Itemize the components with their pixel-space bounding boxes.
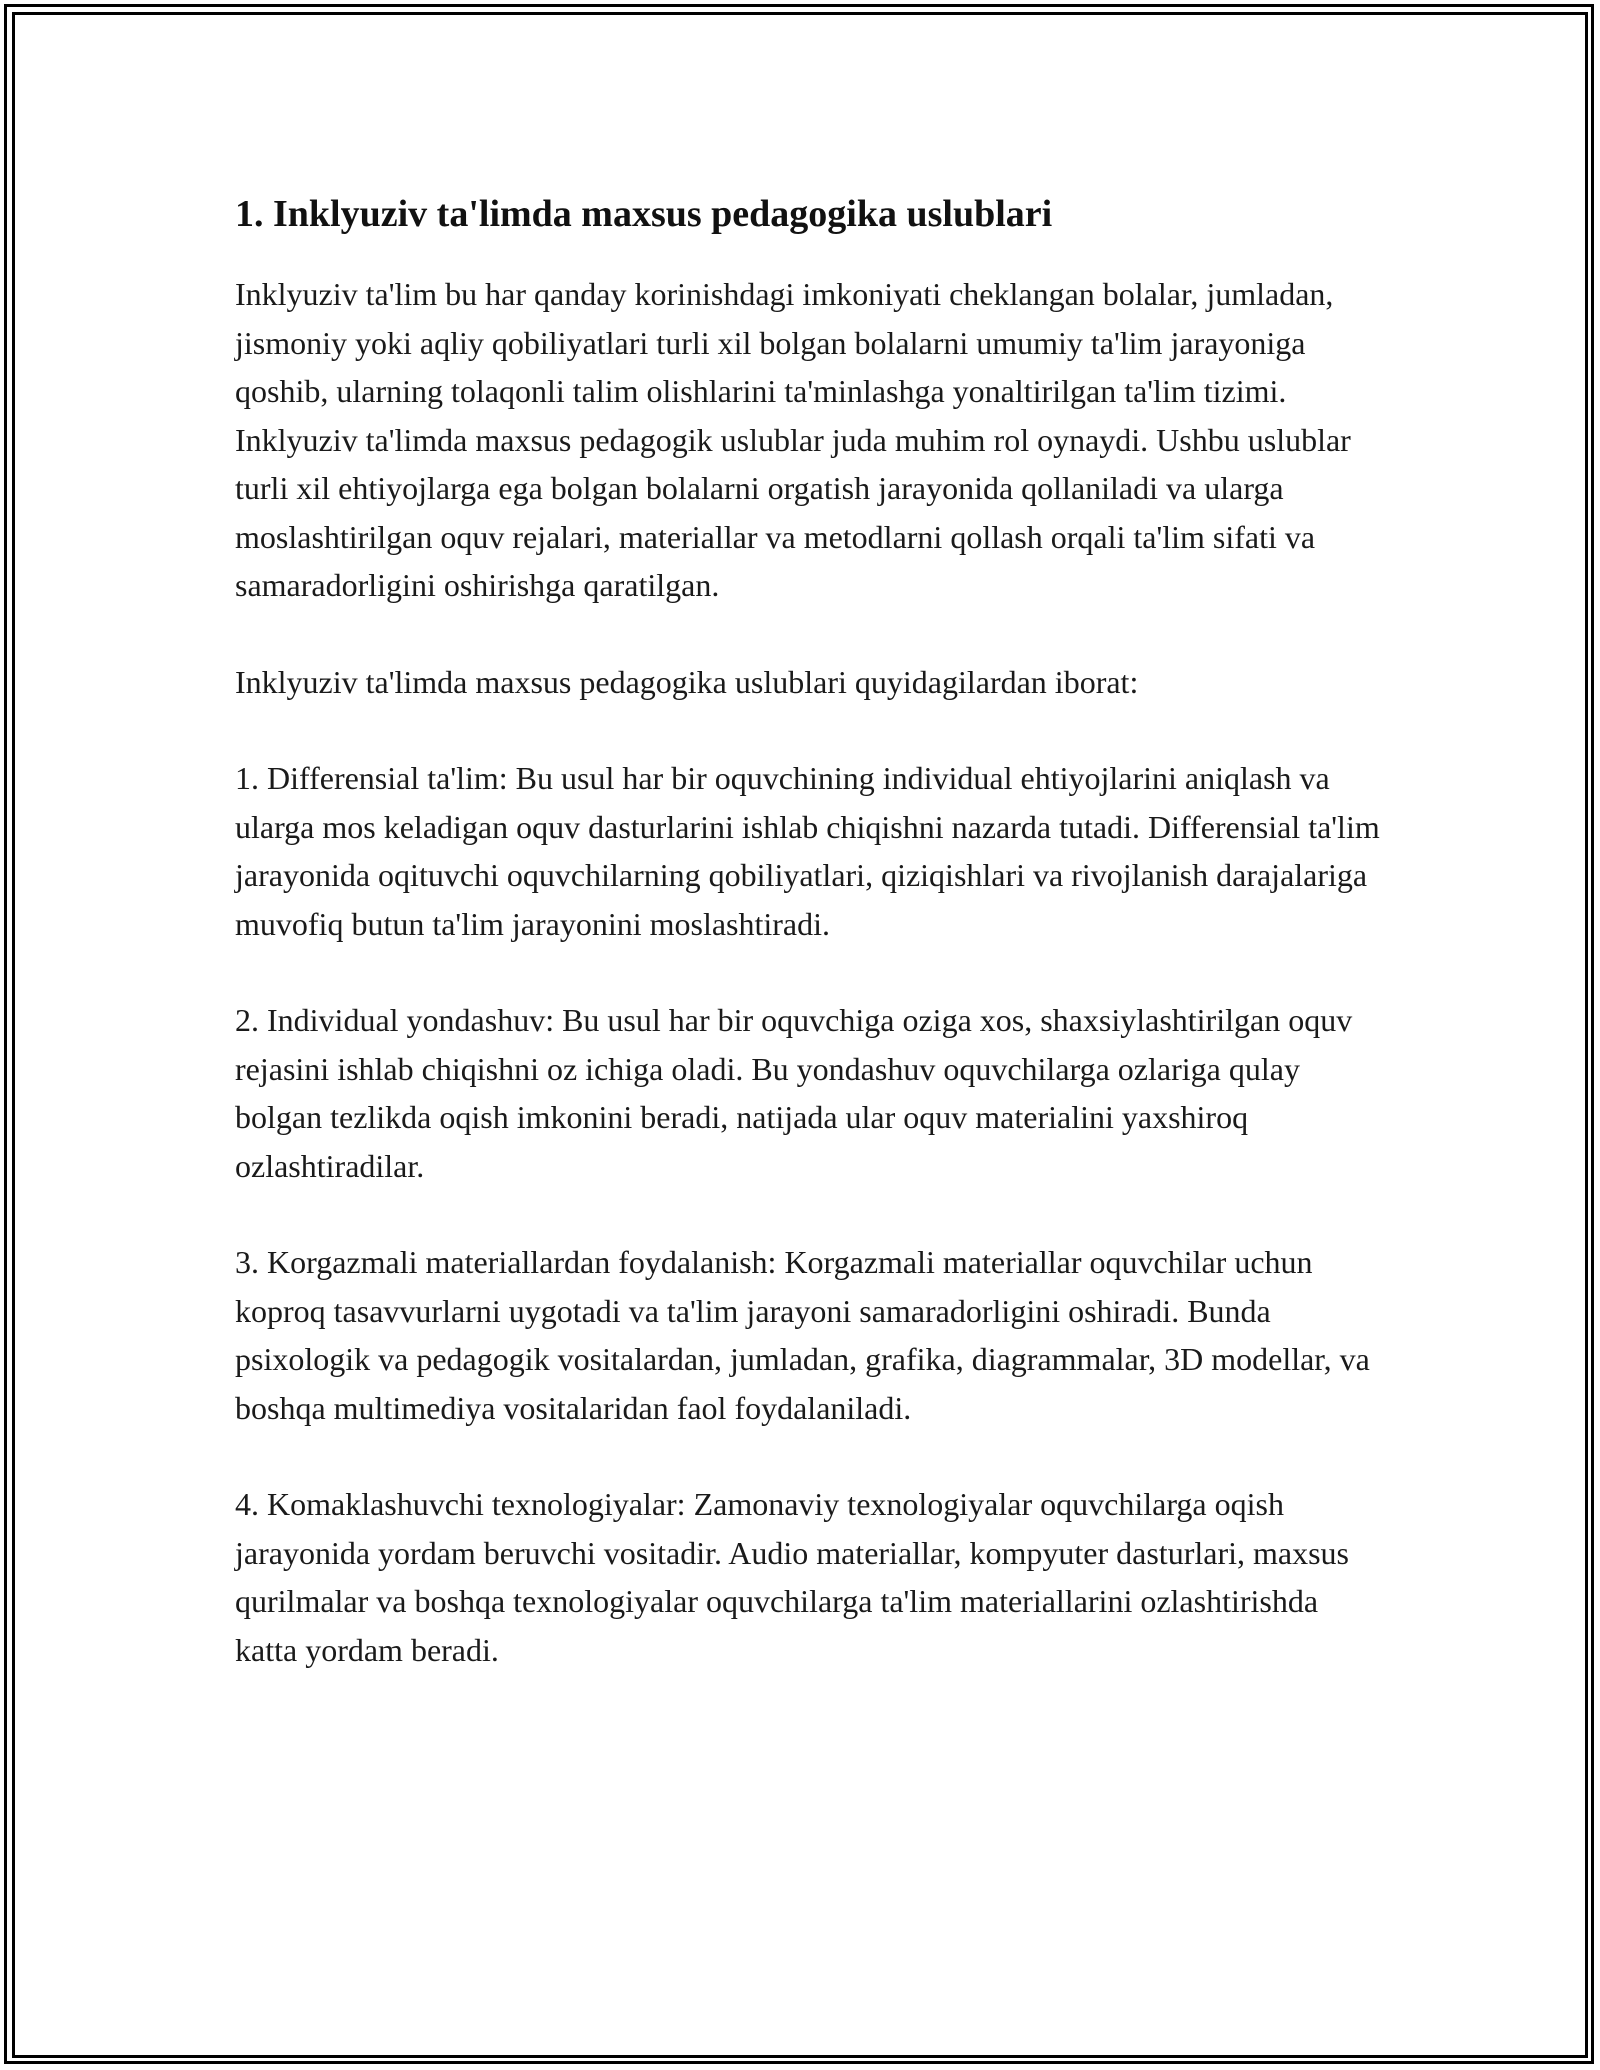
intro-paragraph: Inklyuziv ta'lim bu har qanday korinishdagi imkoniyati cheklangan bolalar, jumladan, jismoniy yoki aqliy qobiliyatlari turli xil bolgan bolalarni umumiy ta'lim jarayoniga qoshib, ularning tolaqonli talim olishlarini ta'minlashga yonaltirilgan ta'lim tizimi. Inklyuziv ta'limda maxsus pedagogik uslublar juda muhim rol oynaydi. Ushbu uslublar turli xil ehtiyojlarga ega bolgan bolalarni orgatish jarayonida qollaniladi va ularga moslashtirilgan oquv rejalari, materiallar va metodlarni qollash orqali ta'lim sifati va samaradorligini oshirishga qaratilgan. bbox=[235, 276, 1351, 603]
list-intro-paragraph: Inklyuziv ta'limda maxsus pedagogika uslublari quyidagilardan iborat: bbox=[235, 663, 1139, 700]
section-heading: 1. Inklyuziv ta'limda maxsus pedagogika uslublari bbox=[235, 193, 1053, 235]
document-body bbox=[235, 186, 1385, 1722]
method-texnologiyalar-paragraph: 4. Komaklashuvchi texnologiyalar: Zamonaviy texnologiyalar oquvchilarga oqish jarayonida yordam beruvchi vositadir. Audio materiallar, kompyuter dasturlari, maxsus qurilmalar va boshqa texnologiyalar oquvchilarga ta'lim materiallarini ozlashtirishda katta yordam beradi. bbox=[235, 1486, 1349, 1668]
method-korgazmali-paragraph: 3. Korgazmali materiallardan foydalanish: Korgazmali materiallar oquvchilar uchun koproq tasavvurlarni uygotadi va ta'lim jarayoni samaradorligini oshiradi. Bunda psixologik va pedagogik vositalardan, jumladan, grafika, diagrammalar, 3D modellar, va boshqa multimediya vositalaridan faol foydalaniladi. bbox=[235, 1244, 1370, 1426]
method-differensial-paragraph: 1. Differensial ta'lim: Bu usul har bir oquvchining individual ehtiyojlarini aniqlash va ularga mos keladigan oquv dasturlarini ishlab chiqishni nazarda tutadi. Differensial ta'lim jarayonida oqituvchi oquvchilarning qobiliyatlari, qiziqishlari va rivojlanish darajalariga muvofiq butun ta'lim jarayonini moslashtiradi. bbox=[235, 760, 1380, 942]
method-individual-paragraph: 2. Individual yondashuv: Bu usul har bir oquvchiga oziga xos, shaxsiylashtirilgan oquv rejasini ishlab chiqishni oz ichiga oladi. Bu yondashuv oquvchilarga ozlariga qulay bolgan tezlikda oqish imkonini beradi, natijada ular oquv materialini yaxshiroq ozlashtiradilar. bbox=[235, 1002, 1353, 1184]
